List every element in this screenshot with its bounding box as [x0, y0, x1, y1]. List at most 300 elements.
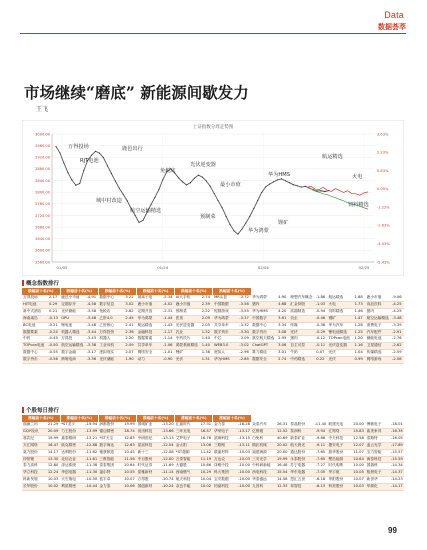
series-point — [75, 185, 76, 186]
concept-value-cell: -3.02 — [237, 343, 251, 350]
concept-name-cell: 定期开放 — [137, 308, 161, 315]
stock-name-cell: 鹭岛能源 — [327, 456, 351, 463]
stock-name-cell: 新泰矿业 — [289, 435, 313, 442]
concept-value-cell: -3.37 — [237, 315, 251, 322]
stock-name-cell: 利星精密 — [60, 484, 84, 491]
stock-name-cell: 滨海科技 — [213, 435, 237, 442]
stock-value-cell: -16.35 — [390, 428, 404, 435]
series-point — [79, 183, 80, 184]
concept-name-cell: 网络游戏 — [366, 357, 390, 364]
series-point — [119, 188, 120, 189]
stock-value-cell: -13.99 — [84, 428, 98, 435]
series-point — [297, 185, 298, 186]
x-tick-label: 01/24 — [157, 265, 169, 270]
stock-name-cell: 中科研新能 — [251, 463, 275, 470]
chart-annotation: 万得投场 — [68, 144, 89, 150]
chart-annotation: 火电 — [352, 174, 363, 180]
stock-name-cell: 天宏瑞电 — [60, 477, 84, 484]
series-point — [249, 216, 250, 217]
y-tick-label: 2960.00 — [35, 143, 50, 148]
stock-value-cell: 10.02 — [46, 484, 60, 491]
series-point — [123, 194, 124, 195]
concept-name-cell: 乙肝核心 — [98, 322, 122, 329]
stock-name-cell: 泽达系统 — [60, 463, 84, 470]
concept-value-cell: -2.85 — [237, 357, 251, 364]
series-point — [261, 192, 262, 193]
stock-name-cell: 金力泰 — [213, 422, 237, 428]
stock-value-cell: 14.58 — [275, 477, 289, 484]
stock-name-cell: *ST天宝 — [98, 435, 122, 442]
concept-value-cell: -0.90 — [161, 357, 175, 364]
concept-value-cell: 0.22 — [313, 357, 327, 364]
y-tick-label: 2800.00 — [35, 190, 50, 195]
concept-name-cell: BC电池 — [22, 322, 46, 329]
series-point — [135, 215, 136, 216]
stock-value-cell: -15.59 — [390, 456, 404, 463]
concept-name-cell: 光伏 — [327, 350, 351, 357]
concept-header-cell: 跌幅前十名(%) — [22, 288, 60, 295]
concept-value-cell: -3.38 — [84, 343, 98, 350]
stock-value-cell: -12.54 — [161, 442, 175, 449]
stock-value-cell: -10.00 — [237, 477, 251, 484]
concept-name-cell: 理想汽车概念 — [289, 295, 313, 301]
concept-value-cell: 1.47 — [351, 315, 365, 322]
concept-value-cell: 0.21 — [46, 308, 60, 315]
concept-name-cell: 数字货币 — [213, 329, 237, 336]
stock-value-cell: -9.11 — [313, 442, 327, 449]
concept-row — [22, 357, 404, 364]
series-point — [154, 197, 155, 198]
stock-name-cell: 白兔科 — [251, 435, 275, 442]
stock-header-cell: 涨幅前十名(%) — [98, 415, 136, 422]
concept-value-cell: -0.46 — [313, 315, 327, 322]
concept-value-cell: 4.68 — [275, 301, 289, 308]
concept-value-cell: -3.58 — [237, 301, 251, 308]
concept-name-cell: 高端制造 — [289, 308, 313, 315]
chart-annotation: 光伏逆变器 — [190, 162, 216, 168]
concept-value-cell: 1.40 — [199, 336, 213, 343]
concept-value-cell: -2.62 — [390, 343, 404, 350]
stock-value-cell: -7.65 — [313, 449, 327, 456]
chart-annotation: 华为HMS — [268, 172, 291, 178]
y-tick-label-right: -1.22% — [377, 205, 390, 210]
concept-row — [22, 343, 404, 350]
concept-name-cell: 华为鸿蒙 — [213, 315, 237, 322]
concept-value-cell: 3.01 — [275, 350, 289, 357]
stock-value-cell: 21.29 — [46, 422, 60, 428]
concept-value-cell: 4.90 — [275, 295, 289, 301]
stock-name-cell: 万得股 — [137, 477, 161, 484]
stock-name-cell: 联建光电 — [327, 422, 351, 428]
stock-value-cell: -15.57 — [390, 449, 404, 456]
stock-name-cell: 九昌科 — [251, 484, 275, 491]
concept-name-cell: 医美 — [175, 315, 199, 322]
concept-row — [22, 301, 404, 308]
concept-name-cell: 航空航天精选 — [251, 336, 275, 343]
concept-value-cell: -3.32 — [237, 322, 251, 329]
stock-value-cell: -13.20 — [161, 422, 175, 428]
stock-name-cell: 通达股份 — [289, 449, 313, 456]
series-point — [218, 200, 219, 201]
stocks-title-text: 个股每日排行 — [26, 408, 60, 414]
concept-header-cell: 跌幅前十名(%) — [175, 288, 213, 295]
concept-row — [22, 350, 404, 357]
stock-value-cell: -9.94 — [313, 428, 327, 435]
stock-value-cell: -13.66 — [161, 428, 175, 435]
series-point — [186, 184, 187, 185]
concept-value-cell: 2.05 — [199, 322, 213, 329]
stock-value-cell: -11.30 — [84, 470, 98, 477]
stock-name-cell: 时代证券 — [137, 463, 161, 470]
stock-name-cell: 欧克精密 — [60, 442, 84, 449]
y-tick-label-right: 3.63% — [377, 132, 389, 137]
series-point — [265, 186, 266, 187]
concept-value-cell: 3.06 — [275, 343, 289, 350]
concept-value-cell: -2.31 — [161, 308, 175, 315]
series-point — [107, 165, 108, 166]
stock-value-cell: 19.99 — [275, 456, 289, 463]
stock-value-cell: 15.54 — [275, 470, 289, 477]
stock-row — [22, 449, 404, 456]
stock-value-cell: 11.56 — [122, 456, 136, 463]
series-point — [320, 190, 321, 191]
concept-name-cell: 传媒精选 — [366, 350, 390, 357]
series-point — [59, 152, 60, 153]
series-point — [269, 184, 270, 185]
stock-name-cell: 航天科技 — [175, 477, 199, 484]
concept-value-cell: 2.22 — [199, 308, 213, 315]
stock-value-cell: 10.45 — [122, 449, 136, 456]
stock-value-cell: 19.99 — [46, 435, 60, 442]
stock-value-cell: -13.15 — [237, 435, 251, 442]
stock-name-cell: 泰斯特 — [366, 435, 390, 442]
stock-value-cell: 11.07 — [351, 449, 365, 456]
stock-name-cell: 钧晶科技 — [213, 484, 237, 491]
concept-value-cell: -4.58 — [84, 301, 98, 308]
series-point — [95, 151, 96, 152]
concept-value-cell: 1.90 — [122, 357, 136, 364]
stock-row — [22, 456, 404, 463]
stock-name-cell: 华泰盛远 — [251, 477, 275, 484]
concept-value-cell: 2.36 — [122, 329, 136, 336]
chart-annotation: 饲料精选 — [348, 202, 369, 208]
concept-value-cell: -3.30 — [237, 329, 251, 336]
series-point — [289, 182, 290, 183]
concept-name-cell: 传媒 — [289, 322, 313, 329]
header-rule — [20, 33, 406, 34]
stock-value-cell: -14.17 — [390, 484, 404, 491]
stock-name-cell: 邦智技 — [289, 484, 313, 491]
stock-value-cell: -7.27 — [313, 463, 327, 470]
series-point — [293, 184, 294, 185]
concept-value-cell: 1.46 — [351, 308, 365, 315]
concept-name-cell: 光伏储能 — [98, 357, 122, 364]
concept-value-cell: -0.11 — [313, 343, 327, 350]
concept-name-cell: 火电 — [327, 301, 351, 308]
concept-name-cell: 钢矿 — [327, 315, 351, 322]
concept-name-cell: 免税店 — [98, 308, 122, 315]
concept-value-cell: 0.07 — [313, 350, 327, 357]
stock-value-cell: 16.76 — [199, 435, 213, 442]
concept-name-cell: 猪肉 — [366, 308, 390, 315]
stock-value-cell: 10.03 — [46, 477, 60, 484]
concept-name-cell: 航空运输精选 — [366, 315, 390, 322]
concept-name-cell: 光伏逆变器 — [175, 322, 199, 329]
section-label-en: Data — [384, 10, 404, 20]
stock-value-cell: -10.00 — [237, 484, 251, 491]
concept-name-cell: 虚拟现实 — [98, 350, 122, 357]
series-point — [237, 234, 238, 235]
chart-annotation: 华为鸿蒙 — [248, 228, 269, 234]
concept-name-cell: 鹿小市值 — [175, 301, 199, 308]
stock-value-cell: 10.03 — [351, 484, 365, 491]
stock-header-cell: 涨幅前十名(%) — [60, 415, 98, 422]
stocks-header-row — [22, 415, 404, 422]
concept-name-cell: 数据中心 — [22, 350, 46, 357]
stock-name-cell: 凌云光学 — [366, 442, 390, 449]
series-point — [111, 173, 112, 174]
concept-value-cell: 2.09 — [199, 315, 213, 322]
concept-name-cell: Ai大手机 — [175, 295, 199, 301]
stock-name-cell: 科大集团 — [213, 470, 237, 477]
series-point — [139, 222, 140, 223]
stock-value-cell: -13.13 — [161, 435, 175, 442]
concept-value-cell: -3.48 — [84, 322, 98, 329]
series-point — [301, 187, 302, 188]
stock-value-cell: -10.00 — [237, 463, 251, 470]
stock-name-cell: GQY视讯 — [22, 428, 46, 435]
concept-name-cell: 食品饮料 — [366, 301, 390, 308]
stock-value-cell: -6.13 — [313, 484, 327, 491]
page-number: 99 — [388, 526, 397, 535]
concept-value-cell: -2.59 — [390, 350, 404, 357]
concept-value-cell: 1.31 — [199, 357, 213, 364]
stock-value-cell: 10.00 — [351, 463, 365, 470]
concept-header-cell: 跌幅前十名(%) — [98, 288, 136, 295]
x-tick-label: 02/25 — [358, 265, 370, 270]
concept-name-cell: 航空运输精选 — [60, 343, 84, 350]
concept-name-cell: TOPcon电池 — [22, 343, 46, 350]
concept-value-cell: -2.91 — [390, 329, 404, 336]
stock-name-cell: 三路网 — [213, 442, 237, 449]
concept-value-cell: 1.25 — [351, 329, 365, 336]
concept-value-cell: -5.34 — [161, 295, 175, 301]
concept-name-cell: 万得投场 — [22, 295, 46, 301]
stock-name-cell: 莫力股份 — [22, 449, 46, 456]
y-tick-label-right: 0.00% — [377, 187, 389, 192]
stock-name-cell: 思汇五世 — [289, 477, 313, 484]
concept-value-cell: 3.08 — [275, 329, 289, 336]
concept-value-cell: -1.06 — [161, 343, 175, 350]
concept-name-cell: 数字信息 — [98, 301, 122, 308]
concept-value-cell: -0.50 — [46, 343, 60, 350]
chart-annotation: 免税店 — [160, 168, 176, 174]
series-point — [91, 155, 92, 156]
concept-name-cell: 猪肉 — [251, 301, 275, 308]
series-point — [241, 229, 242, 230]
stock-value-cell: 10.07 — [351, 477, 365, 484]
stock-name-cell: 三环光电 — [175, 428, 199, 435]
stock-value-cell: -13.17 — [237, 428, 251, 435]
stock-value-cell: -18.01 — [390, 422, 404, 428]
series-point — [99, 153, 100, 154]
chart-annotation: 城中村改造 — [96, 198, 122, 204]
index-chart — [22, 120, 404, 276]
concept-value-cell: 1.16 — [351, 343, 365, 350]
stock-value-cell: -9.86 — [313, 435, 327, 442]
stock-name-cell: 精匠机械 — [251, 442, 275, 449]
stock-name-cell: 北信农业 — [60, 456, 84, 463]
stock-name-cell: 曲美家具 — [366, 428, 390, 435]
chart-annotation: 锂矿 — [278, 220, 289, 226]
stock-value-cell: 12.63 — [122, 442, 136, 449]
stock-name-cell: 国创新材 — [137, 484, 161, 491]
concept-name-cell: 中药 — [22, 336, 46, 343]
concept-name-cell: 光伏储能 — [60, 308, 84, 315]
series-point — [127, 200, 128, 201]
stock-name-cell: 华创电器 — [60, 470, 84, 477]
stock-name-cell: 长华股份 — [22, 484, 46, 491]
concept-value-cell: -0.56 — [46, 357, 60, 364]
stock-name-cell: 永泰股份 — [289, 456, 313, 463]
stock-name-cell: 寒武纪 — [22, 435, 46, 442]
concept-name-cell: 光伏 — [289, 329, 313, 336]
stock-name-cell: 万泰智能 — [175, 456, 199, 463]
concept-value-cell: -3.09 — [237, 336, 251, 343]
concept-name-cell: 定期存开 — [60, 301, 84, 308]
concept-row — [22, 329, 404, 336]
stock-name-cell: 新世华 — [366, 477, 390, 484]
stock-value-cell: 16.47 — [46, 442, 60, 449]
concept-value-cell: -0.21 — [46, 322, 60, 329]
stock-name-cell: 三维智能 — [98, 456, 122, 463]
stock-value-cell: -11.82 — [84, 449, 98, 456]
series-point — [281, 178, 282, 179]
concept-value-cell: 2.17 — [46, 295, 60, 301]
chart-title: 上证指数分周走势图 — [192, 125, 234, 130]
stock-name-cell: 嘉泰精研 — [60, 435, 84, 442]
stock-name-cell: 仲恒锂 — [22, 456, 46, 463]
stock-row — [22, 428, 404, 435]
concept-name-cell: 预制菜 — [175, 308, 199, 315]
series-point — [229, 224, 230, 225]
concept-value-cell: -2.96 — [237, 350, 251, 357]
concept-value-cell: 3.02 — [122, 301, 136, 308]
concept-header-row — [22, 288, 404, 295]
stock-value-cell: -10.00 — [237, 470, 251, 477]
concept-name-cell: 共享单车 — [137, 343, 161, 350]
stock-name-cell: 德迈精密 — [98, 428, 122, 435]
stock-value-cell: 10.29 — [199, 470, 213, 477]
concept-value-cell: -3.55 — [237, 308, 251, 315]
stock-name-cell: 华宇航 — [327, 470, 351, 477]
concept-name-cell: 汽车配件 — [366, 329, 390, 336]
stock-value-cell: -10.24 — [161, 484, 175, 491]
concept-name-cell: 机器人 — [98, 336, 122, 343]
concept-body — [22, 295, 404, 364]
stock-name-cell: 中天科技 — [327, 435, 351, 442]
stock-row — [22, 435, 404, 442]
series-point — [83, 170, 84, 171]
concept-value-cell: 2.20 — [122, 336, 136, 343]
stock-name-cell: 泰力高科 — [22, 463, 46, 470]
concept-name-cell: ChatGPT — [251, 343, 275, 350]
concept-value-cell: -0.24 — [46, 329, 60, 336]
concept-name-cell: 央企 — [289, 315, 313, 322]
concept-name-cell: 卫星通信 — [366, 343, 390, 350]
concept-value-cell: -9.06 — [390, 295, 404, 301]
concept-value-cell: 1.40 — [199, 343, 213, 350]
concept-name-cell: 万得投资 — [98, 329, 122, 336]
stock-value-cell: 16.57 — [199, 428, 213, 435]
concept-name-cell: 华为鸿蒙 — [137, 315, 161, 322]
chart-svg — [22, 120, 404, 276]
stock-value-cell: 11.42 — [199, 449, 213, 456]
series-point — [71, 179, 72, 180]
stock-name-cell: 华阳股份 — [327, 477, 351, 484]
concept-name-cell: 数字货币 — [22, 357, 46, 364]
stock-name-cell: 联嘉材料 — [213, 449, 237, 456]
concept-section-title — [22, 279, 59, 287]
series-point — [202, 177, 203, 178]
series-point — [233, 230, 234, 231]
stock-name-cell: 汇嘉时代 — [175, 422, 199, 428]
stock-value-cell: -12.88 — [84, 442, 98, 449]
stock-value-cell: 10.06 — [122, 484, 136, 491]
stock-name-cell: 大德股 — [175, 463, 199, 470]
stock-header-cell: 涨幅前十名(%) — [213, 415, 251, 422]
stocks-table — [22, 415, 404, 491]
stock-name-cell: 三安光学 — [251, 456, 275, 463]
stock-name-cell: 中研世纪 — [137, 435, 161, 442]
stock-value-cell: -12.00 — [161, 456, 175, 463]
concept-name-cell: 锂电池精选 — [327, 329, 351, 336]
y-tick-label: 2600.00 — [35, 248, 50, 253]
stock-name-cell: 万达农 — [213, 456, 237, 463]
stock-value-cell: -14.37 — [390, 470, 404, 477]
concept-value-cell: -0.94 — [313, 308, 327, 315]
stock-name-cell: 瑞浦兰钧 — [22, 422, 46, 428]
concept-name-cell: 锂矿 — [175, 350, 199, 357]
concept-value-cell: 1.88 — [351, 295, 365, 301]
y-tick-label-right: 2.23% — [377, 150, 389, 155]
section-label-cn: 数据荟萃 — [378, 23, 406, 31]
stock-value-cell: -11.14 — [161, 470, 175, 477]
y-tick-label: 3000.00 — [35, 132, 50, 137]
concept-name-cell: 鸿蒙系统精选 — [175, 343, 199, 350]
concept-value-cell: -0.13 — [46, 315, 60, 322]
stock-value-cell: -10.03 — [237, 456, 251, 463]
stock-value-cell: 10.02 — [199, 484, 213, 491]
stock-name-cell: 蓝宇卓 — [98, 477, 122, 484]
series-point — [150, 204, 151, 205]
section-bar — [22, 407, 24, 413]
stock-name-cell: 华荣电子 — [213, 428, 237, 435]
concept-value-cell: -2.76 — [390, 336, 404, 343]
concept-value-cell: -4.25 — [390, 308, 404, 315]
concept-name-cell: 乳业 — [175, 329, 199, 336]
concept-name-cell: 钠离子电 — [137, 295, 161, 301]
series-point — [305, 186, 306, 187]
stock-name-cell: 西南燃气 — [175, 470, 199, 477]
stock-name-cell: 国瑞科 — [366, 463, 390, 470]
stock-name-cell: 天汇网络 — [22, 442, 46, 449]
concept-name-cell: 锂电池 — [60, 322, 84, 329]
stock-value-cell: -10.50 — [84, 477, 98, 484]
concept-value-cell: 2.45 — [122, 315, 136, 322]
concept-value-cell: 3.34 — [275, 322, 289, 329]
concept-value-cell: 2.41 — [122, 322, 136, 329]
